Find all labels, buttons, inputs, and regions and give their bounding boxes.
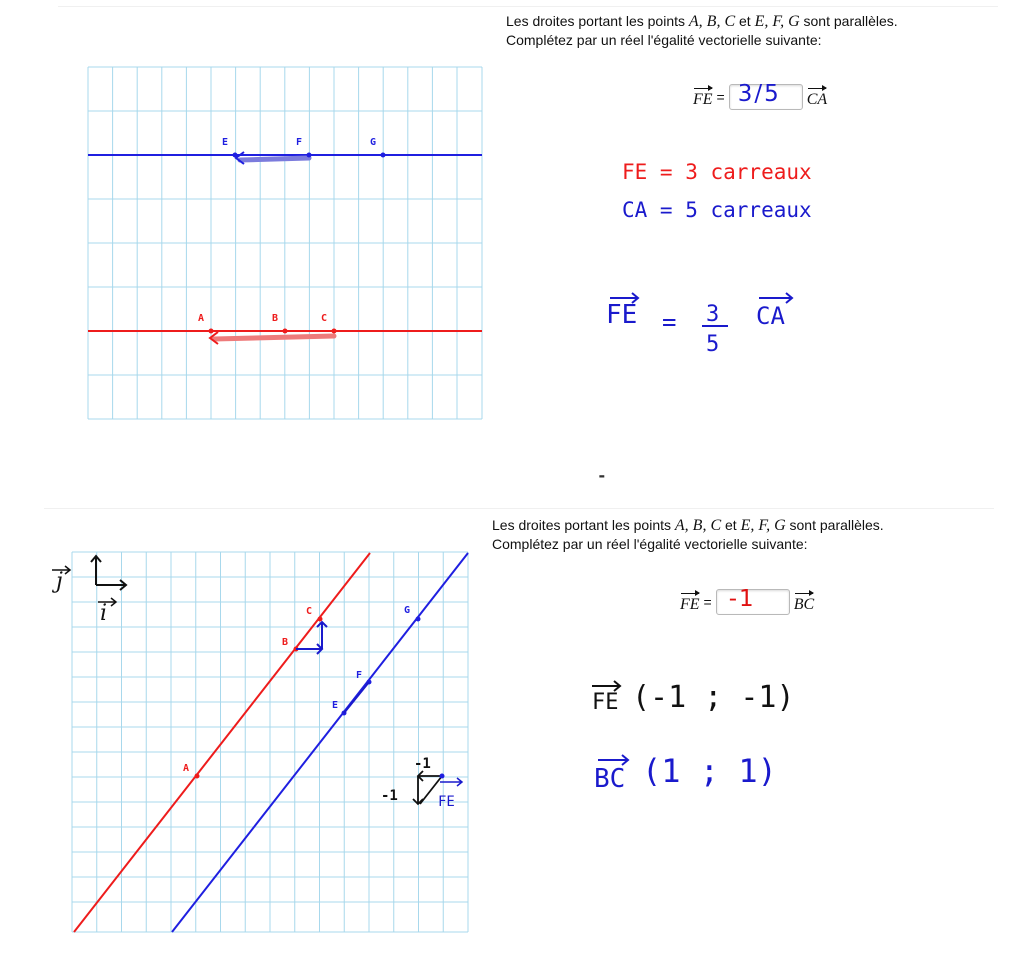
note-bc-coordinates [592,748,832,804]
label-a: A [198,313,205,324]
exercise-2-prompt: Les droites portant les points A, B, C et E, F, G sont parallèles. Complétez par un réel l'égalité vectorielle suivante: [492,517,884,552]
label-c-2: C [306,606,313,617]
basis-vectors-icon [91,556,126,590]
fe-sketch-origin [440,774,445,779]
exercise-1-prompt: Les droites portant les points A, B, C et E, F, G sont parallèles. Complétez par un réel l'égalité vectorielle suivante: [506,13,898,48]
fe-sketch-dx: -1 [414,756,431,772]
fe-note-name: FE [592,690,619,715]
label-c: C [321,313,328,324]
rhs-vector: CA [807,85,827,109]
result-rhs: CA [756,302,785,330]
label-f: F [296,137,303,148]
equals-sign: = [716,89,725,105]
label-a-2: A [183,763,190,774]
label-b: B [272,313,279,324]
point-g-2 [416,617,421,622]
lhs-vector: FE [693,85,713,109]
fe-sketch-label: FE [438,794,455,810]
label-g-2: G [404,605,411,616]
line-abc-2 [74,553,370,932]
note-fe-coordinates [590,676,830,726]
answer-value: 3/5 [737,81,781,107]
bc-note-name: BC [594,764,626,794]
fe-sketch-dy: -1 [381,788,398,804]
fe-note-coords: (-1 ; -1) [632,680,795,715]
result-lhs: FE [606,300,638,330]
point-c-2 [318,617,323,622]
result-num: 3 [706,302,720,327]
label-b-2: B [282,637,289,648]
note-fe-carreaux: FE = 3 carreaux [622,160,812,184]
basis-j-label: j [56,569,63,594]
label-e: E [222,137,229,148]
note-ca-carreaux: CA = 5 carreaux [622,198,812,222]
point-a-2 [195,774,200,779]
bc-note-coords: (1 ; 1) [642,752,777,790]
label-f-2: F [356,670,363,681]
basis-i-label: i [100,601,108,626]
label-e-2: E [332,700,339,711]
answer-value-2: -1 [728,586,756,612]
result-den: 5 [706,332,720,357]
separator-mark: - [597,466,607,485]
rhs-vector-2: BC [794,590,814,614]
equals-sign-2: = [703,594,712,610]
label-g: G [370,137,377,148]
ef-segment-highlight [344,682,369,713]
lhs-vector-2: FE [680,590,700,614]
result-eq: = [662,308,677,336]
